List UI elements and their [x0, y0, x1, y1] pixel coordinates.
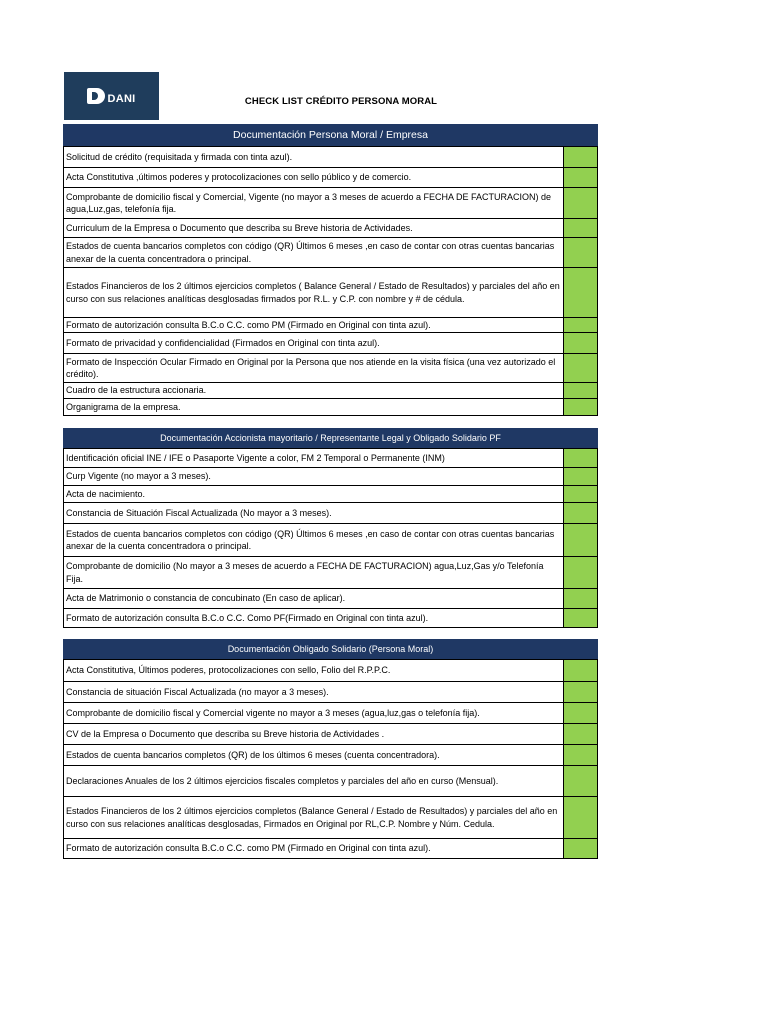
item-text: Comprobante de domicilio fiscal y Comercial vigente no mayor a 3 meses (agua,luz,gas o telefonía fija).	[64, 703, 564, 724]
item-text: Estados de cuenta bancarios completos con código (QR) Últimos 6 meses ,en caso de contar con otras cuentas bancarias anexar de la cuenta concentradora o principal.	[64, 524, 564, 557]
table-row	[64, 147, 598, 168]
item-text: Comprobante de domicilio fiscal y Comercial, Vigente (no mayor a 3 meses de acuerdo a FECHA DE FACTURACION) de agua,Luz,gas, telefonía fija.	[64, 188, 564, 219]
item-text: Identificación oficial INE / IFE o Pasaporte Vigente a color, FM 2 Temporal o Permanente (INM)	[64, 449, 564, 468]
table-row	[64, 268, 598, 318]
table-row	[64, 524, 598, 557]
item-text: Solicitud de crédito (requisitada y firmada con tinta azul).	[64, 147, 564, 168]
check-cell[interactable]	[563, 745, 597, 766]
table-row	[64, 238, 598, 268]
table-row	[64, 766, 598, 797]
item-text: Acta de nacimiento.	[64, 486, 564, 503]
table-row	[64, 589, 598, 609]
check-cell[interactable]	[563, 839, 597, 859]
table-row	[64, 839, 598, 859]
item-text: Curp Vigente (no mayor a 3 meses).	[64, 468, 564, 486]
item-text: Formato de Inspección Ocular Firmado en Original por la Persona que nos atiende en la visita física (una vez autorizado el crédito).	[64, 354, 564, 383]
check-cell[interactable]	[563, 268, 597, 318]
check-cell[interactable]	[563, 468, 597, 486]
section-persona-moral	[63, 124, 598, 416]
item-text: Estados de cuenta bancarios completos (QR) de los últimos 6 meses (cuenta concentradora).	[64, 745, 564, 766]
check-cell[interactable]	[563, 589, 597, 609]
item-text: Cuadro de la estructura accionaria.	[64, 383, 564, 399]
check-cell[interactable]	[563, 383, 597, 399]
item-text: Constancia de situación Fiscal Actualizada (no mayor a 3 meses).	[64, 682, 564, 703]
check-cell[interactable]	[563, 449, 597, 468]
table-row	[64, 219, 598, 238]
section-header: Documentación Obligado Solidario (Persona Moral)	[63, 639, 598, 659]
checklist-table	[63, 448, 598, 628]
item-text: Curriculum de la Empresa o Documento que describa su Breve historia de Actividades.	[64, 219, 564, 238]
item-text: Formato de autorización consulta B.C.o C.C. como PM (Firmado en Original con tinta azul).	[64, 318, 564, 333]
check-cell[interactable]	[563, 724, 597, 745]
checklist-table	[63, 146, 598, 416]
item-text: Formato de autorización consulta B.C.o C.C. Como PF(Firmado en Original con tinta azul).	[64, 609, 564, 628]
table-row	[64, 449, 598, 468]
check-cell[interactable]	[563, 399, 597, 416]
check-cell[interactable]	[563, 797, 597, 839]
check-cell[interactable]	[563, 609, 597, 628]
check-cell[interactable]	[563, 503, 597, 524]
check-cell[interactable]	[563, 219, 597, 238]
page-title: CHECK LIST CRÉDITO PERSONA MORAL	[244, 96, 438, 107]
table-row	[64, 486, 598, 503]
table-row	[64, 745, 598, 766]
table-row	[64, 468, 598, 486]
check-cell[interactable]	[563, 168, 597, 188]
table-row	[64, 168, 598, 188]
table-row	[64, 682, 598, 703]
section-accionista	[63, 428, 598, 628]
check-cell[interactable]	[563, 524, 597, 557]
table-row	[64, 557, 598, 589]
checklist-table	[63, 659, 598, 859]
item-text: Estados Financieros de los 2 últimos ejercicios completos (Balance General / Estado de Resultados) y parciales del año en curso con sus relaciones analíticas desglosadas, Firmados en Original por RL,C.P. Nombre y Núm. Cedula.	[64, 797, 564, 839]
table-row	[64, 354, 598, 383]
item-text: CV de la Empresa o Documento que describa su Breve historia de Actividades .	[64, 724, 564, 745]
item-text: Acta de Matrimonio o constancia de concubinato (En caso de aplicar).	[64, 589, 564, 609]
check-cell[interactable]	[563, 147, 597, 168]
table-row	[64, 660, 598, 682]
item-text: Constancia de Situación Fiscal Actualizada (No mayor a 3 meses).	[64, 503, 564, 524]
item-text: Estados de cuenta bancarios completos con código (QR) Últimos 6 meses ,en caso de contar con otras cuentas bancarias anexar de la cuenta concentradora o principal.	[64, 238, 564, 268]
section-obligado-solidario	[63, 639, 598, 859]
check-cell[interactable]	[563, 318, 597, 333]
table-row	[64, 188, 598, 219]
check-cell[interactable]	[563, 703, 597, 724]
item-text: Acta Constitutiva ,últimos poderes y protocolizaciones con sello público y de comercio.	[64, 168, 564, 188]
check-cell[interactable]	[563, 188, 597, 219]
check-cell[interactable]	[563, 660, 597, 682]
logo-text: DANI	[107, 93, 136, 105]
table-row	[64, 318, 598, 333]
table-row	[64, 399, 598, 416]
table-row	[64, 503, 598, 524]
table-row	[64, 703, 598, 724]
check-cell[interactable]	[563, 557, 597, 589]
item-text: Comprobante de domicilio (No mayor a 3 meses de acuerdo a FECHA DE FACTURACION) agua,Luz,Gas y/o Telefonía Fija.	[64, 557, 564, 589]
check-cell[interactable]	[563, 333, 597, 354]
item-text: Acta Constitutiva, Últimos poderes, protocolizaciones con sello, Folio del R.P.P.C.	[64, 660, 564, 682]
check-cell[interactable]	[563, 354, 597, 383]
item-text: Declaraciones Anuales de los 2 últimos ejercicios fiscales completos y parciales del año en curso (Mensual).	[64, 766, 564, 797]
table-row	[64, 333, 598, 354]
table-row	[64, 797, 598, 839]
item-text: Organigrama de la empresa.	[64, 399, 564, 416]
check-cell[interactable]	[563, 682, 597, 703]
check-cell[interactable]	[563, 486, 597, 503]
table-row	[64, 383, 598, 399]
section-header: Documentación Persona Moral / Empresa	[63, 124, 598, 146]
item-text: Estados Financieros de los 2 últimos ejercicios completos ( Balance General / Estado de Resultados) y parciales del año en curso con sus relaciones analíticas desglosadas firmados por R.L. y C.P. con nombre y # de cédula.	[64, 268, 564, 318]
section-header: Documentación Accionista mayoritario / Representante Legal y Obligado Solidario PF	[63, 428, 598, 448]
table-row	[64, 609, 598, 628]
item-text: Formato de autorización consulta B.C.o C.C. como PM (Firmado en Original con tinta azul).	[64, 839, 564, 859]
table-row	[64, 724, 598, 745]
check-cell[interactable]	[563, 766, 597, 797]
check-cell[interactable]	[563, 238, 597, 268]
item-text: Formato de privacidad y confidencialidad (Firmados en Original con tinta azul).	[64, 333, 564, 354]
